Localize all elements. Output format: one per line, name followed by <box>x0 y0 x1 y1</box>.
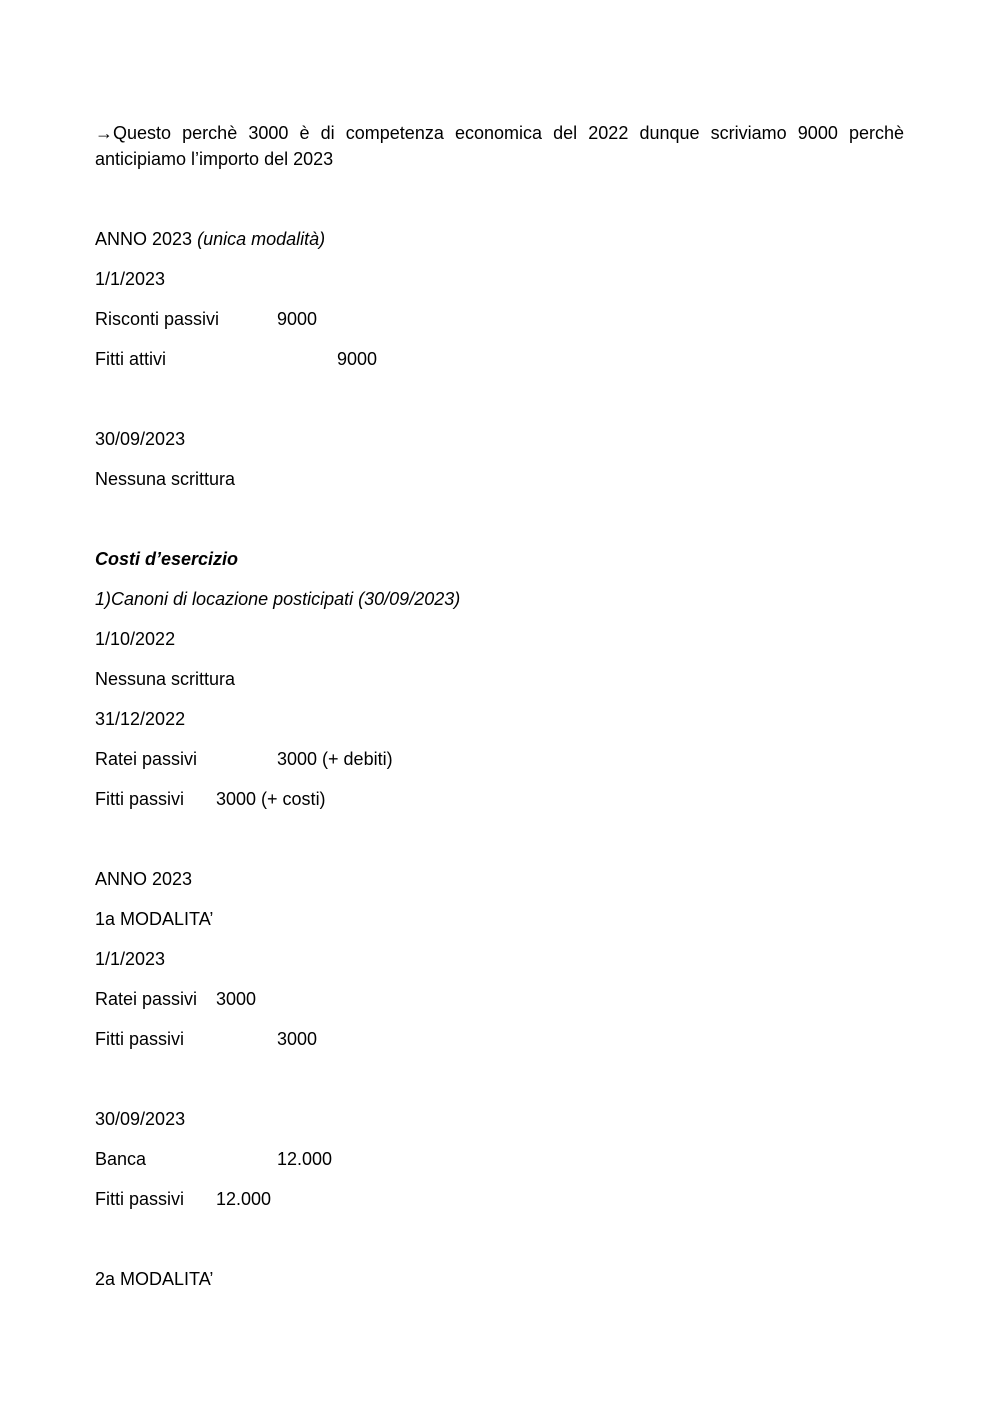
entry-account: Fitti passivi <box>95 1029 185 1049</box>
entry-amount: 3000 <box>216 989 257 1009</box>
anno-label: ANNO 2023 <box>95 229 193 249</box>
entry-amount: 3000 <box>277 1029 318 1049</box>
year-heading: ANNO 2023 <box>95 869 193 889</box>
anno-note: (unica modalità) <box>197 229 326 249</box>
section-heading: Costi d’esercizio <box>95 549 239 569</box>
modalita-heading: 2a MODALITA’ <box>95 1269 214 1289</box>
date-label: 1/1/2023 <box>95 269 166 289</box>
no-entry-text: Nessuna scrittura <box>95 669 236 689</box>
entry-account: Fitti passivi <box>95 1189 185 1209</box>
entry-account: Ratei passivi <box>95 749 198 769</box>
entry-account: Fitti attivi <box>95 349 167 369</box>
modalita-heading: 1a MODALITA’ <box>95 909 214 929</box>
entry-amount: 3000 (+ debiti) <box>277 749 393 769</box>
entry-amount: 9000 <box>337 349 378 369</box>
entry-account: Risconti passivi <box>95 309 220 329</box>
date-label: 31/12/2022 <box>95 709 186 729</box>
intro-paragraph <box>95 120 904 172</box>
entry-amount: 12.000 <box>277 1149 333 1169</box>
anno-2023-heading <box>95 226 325 252</box>
entry-amount: 12.000 <box>216 1189 272 1209</box>
intro-line-2: anticipiamo l’importo del 2023 <box>95 149 334 169</box>
intro-line-1: →Questo perchè 3000 è di competenza economica del 2022 dunque scriviamo 9000 perchè <box>95 123 904 143</box>
date-label: 30/09/2023 <box>95 429 186 449</box>
entry-account: Fitti passivi <box>95 789 185 809</box>
date-label: 1/1/2023 <box>95 949 166 969</box>
date-label: 30/09/2023 <box>95 1109 186 1129</box>
no-entry-text: Nessuna scrittura <box>95 469 236 489</box>
date-label: 1/10/2022 <box>95 629 176 649</box>
entry-amount: 3000 (+ costi) <box>216 789 326 809</box>
entry-account: Ratei passivi <box>95 989 198 1009</box>
subsection-heading: 1)Canoni di locazione posticipati (30/09/2023) <box>95 589 461 609</box>
entry-amount: 9000 <box>277 309 318 329</box>
entry-account: Banca <box>95 1149 147 1169</box>
